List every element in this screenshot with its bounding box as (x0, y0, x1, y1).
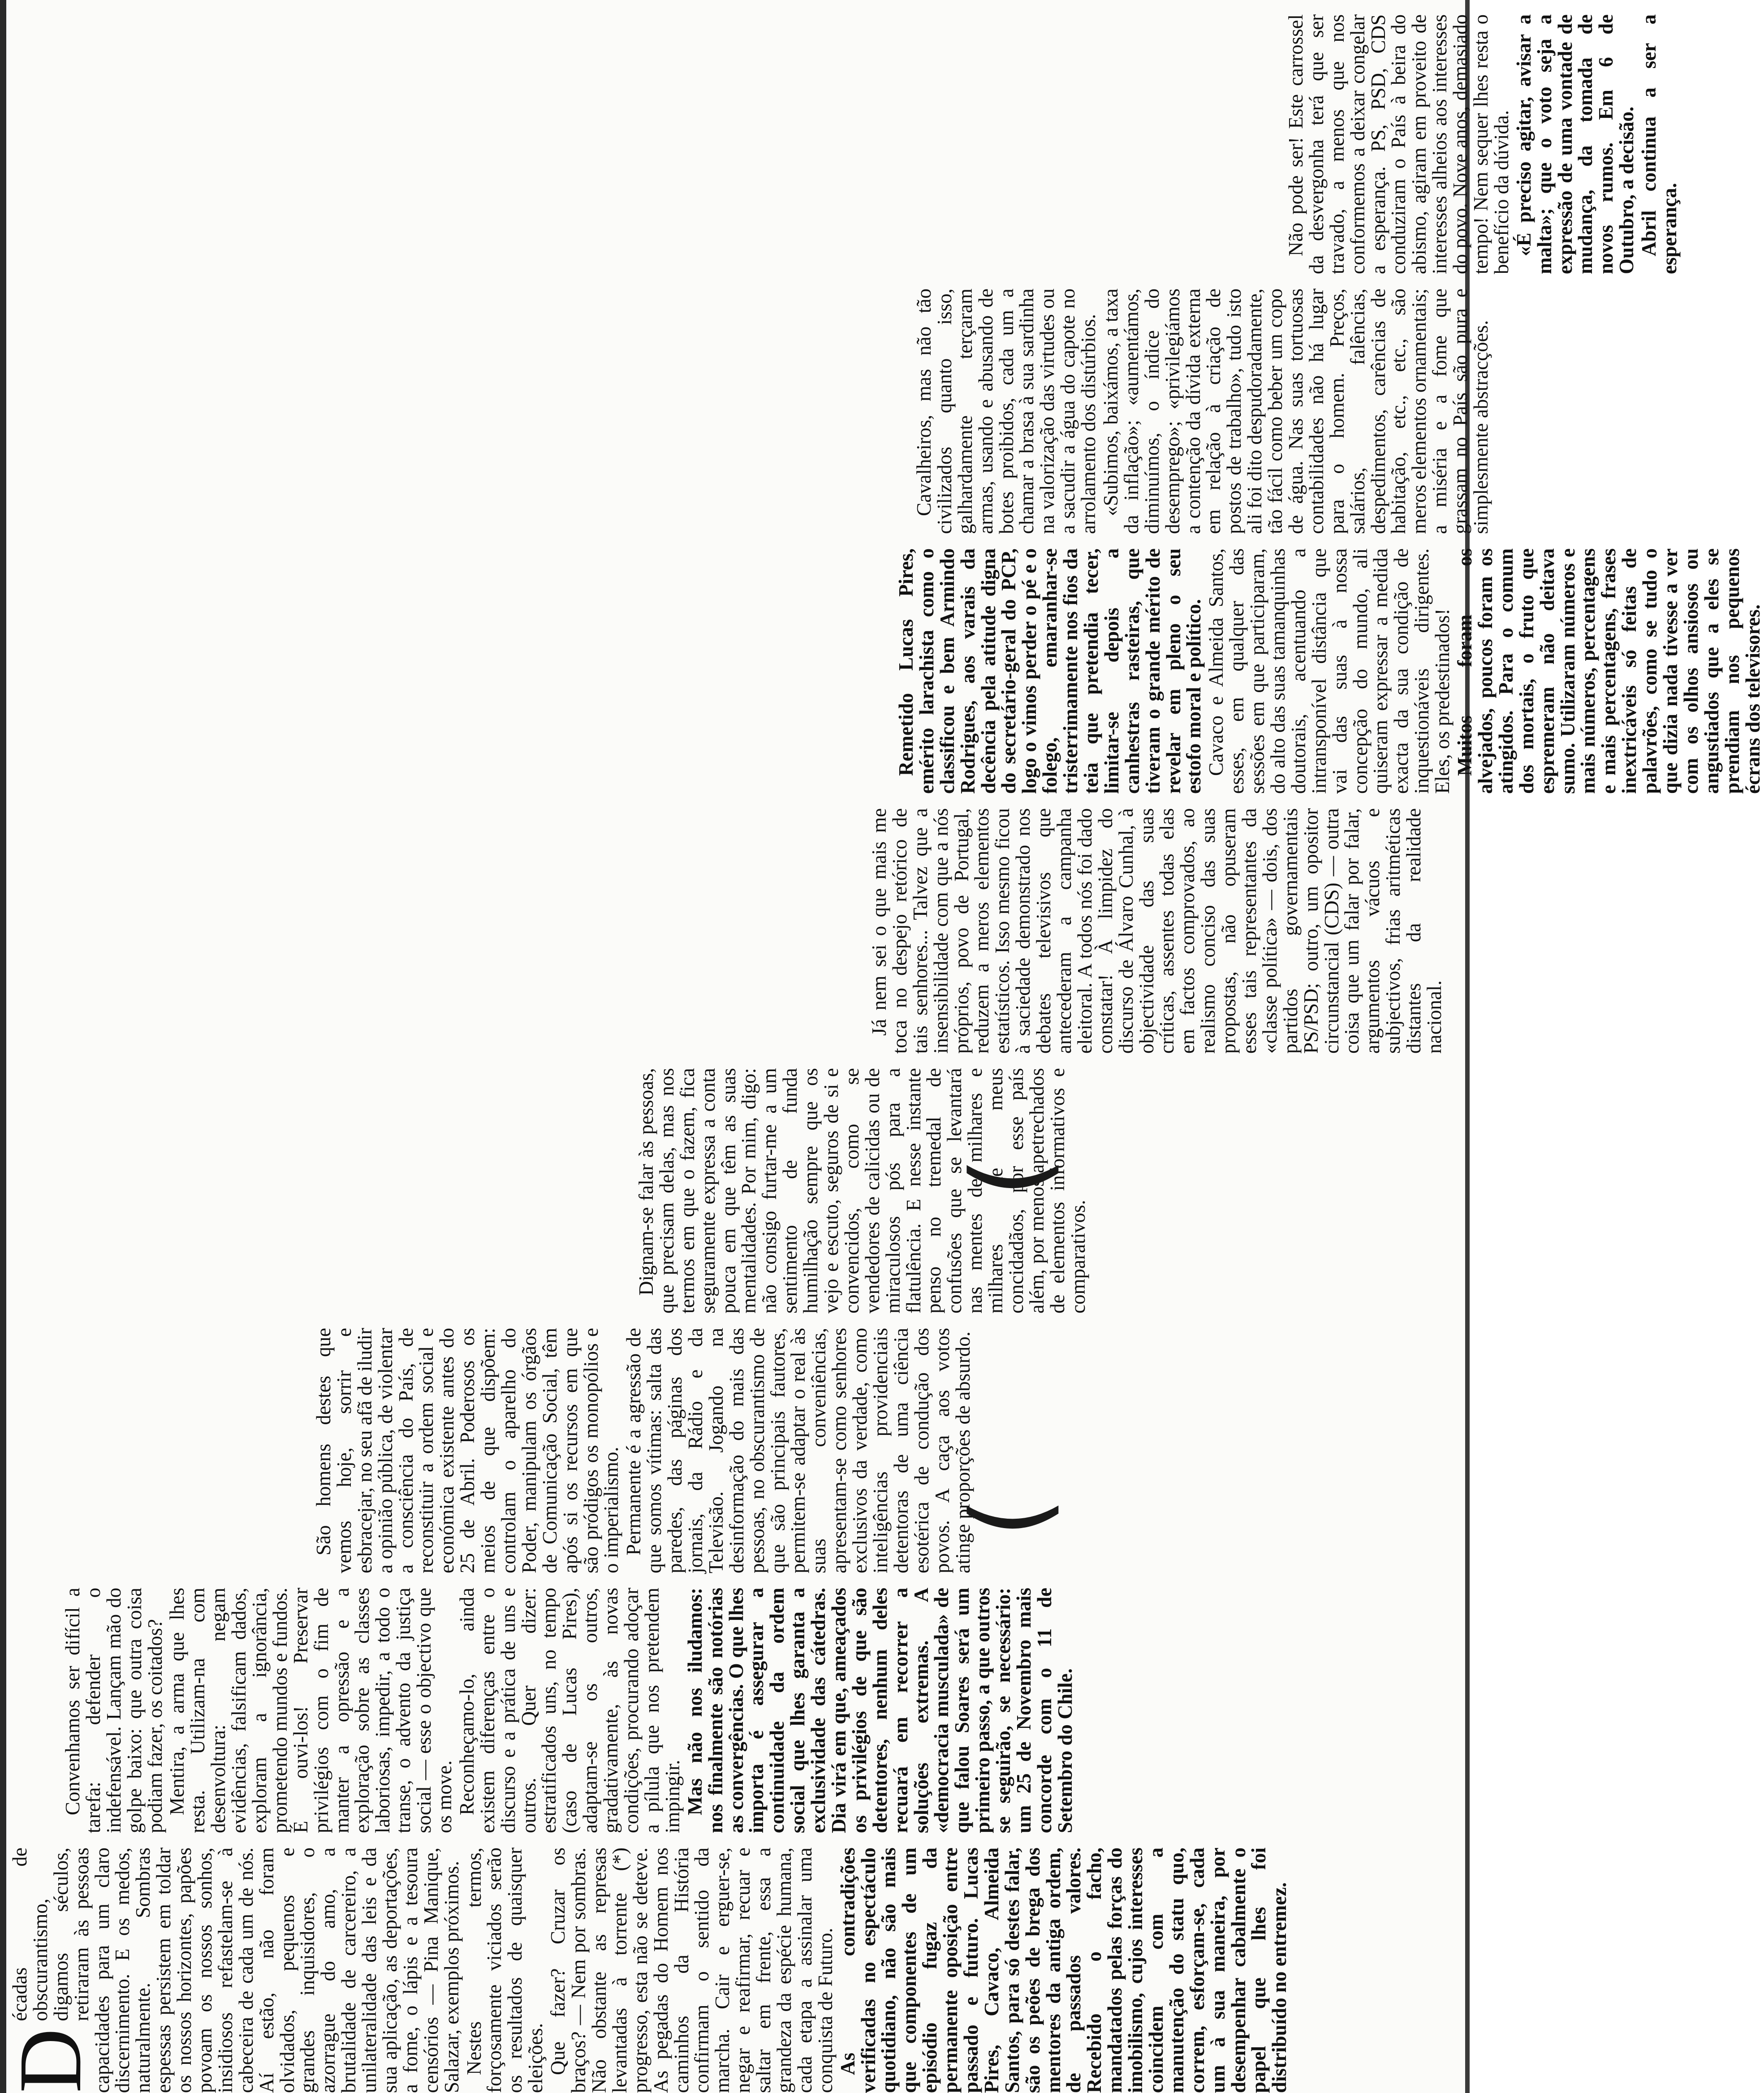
paragraph: Remetido Lucas Pires, emérito larachista como o classificou e bem Armindo Rodrigues, aos varais da decência pela atitude digna do secretário-geral do PCP, logo o vimos perder o pé e o folego, emaranhar-se tristerrimamente nos fios da teia que pretendia tecer, limitar-se depois a canhestras rasteiras, que tiveram o grande mérito de revelar em pleno o seu estofo moral e político. (895, 548, 1205, 794)
paragraph: Cavaco e Almeida Santos, esses, em qualquer das sessões em que participaram, do alto das suas tamanquinhas doutorais, acentuando a intransponível distância que vai das suas à nossa concepção do mundo, ali quiseram expressar a medida exacta da sua condição de inquestionáveis dirigentes. Eles, os predestinados! (1205, 548, 1454, 794)
paragraph: Permanente é a agressão de que somos vítimas: salta das paredes, das páginas dos jornais, da Rádio e da Televisão. Jogando na desinformação do mais das pessoas, no obscurantismo de que são principais fautores, permitem-se adaptar o real às suas conveniências, apresentam-se como senhores exclusivos da verdade, como inteligências providenciais detentoras de uma ciência esotérica de condução dos povos. A caça aos votos atinge proporções de absurdo. (622, 1328, 974, 1573)
paragraph: Dignam-se falar às pessoas, que precisam delas, mas nos termos em que o fazem, fica seguramente expressa a conta pouca em que têm as suas mentalidades. Por mim, digo: não consigo furtar-me a um sentimento de funda humilhação sempre que os vejo e escuto, seguros de si e convencidos, como se vendedores de calicidas ou de miraculosos pós para a flatulência. E nesse instante penso no tremedal de confusões que se levantará nas mentes de milhares e milhares de meus concidadãos, por esse país além, por menos apetrechados de elementos informativos e comparativos. (635, 1068, 1089, 1314)
paragraph: «É preciso agitar, avisar a malta»; que o voto seja a expressão de uma vontade de mudança, da tomada de novos rumos. Em 6 de Outubro, a decisão. (1512, 14, 1638, 274)
column-1 (0, 1848, 1470, 2093)
column-3 (0, 1328, 1470, 1573)
paragraph: São homens destes que vemos hoje, sorrir e esbracejar, no seu afã de iludir a opinião pública, de violentar a consciência do País, de reconstituir a ordem social e económica existente antes do 25 de Abril. Poderosos os meios de que dispõem: controlam o aparelho do Poder, manipulam os órgãos de Comunicação Social, têm após si os recursos em que são pródigos os monopólios e o imperialismo. (312, 1328, 623, 1573)
paragraph: As contradições verificadas no espectáculo quotidiano, não são mais que componentes de um episódio fugaz da permanente oposição entre passado e futuro. Lucas Pires, Cavaco, Almeida Santos, para só destes falar, são os peões de brega dos mentores da antiga ordem, de passados valores. Recebido o facho, mandatados pelas forças do imobilismo, cujos interesses coincidem com a manutenção do statu quo, correm, esforçam-se, cada um à sua maneira, por desempenhar cabalmente o papel que lhes foi distribuído no entremez. (836, 1848, 1291, 2093)
paragraph: Já nem sei o que mais me toca no despejo retórico de tais senhores... Talvez que a insensibilidade com que a nós próprios, povo de Portugal, reduzem a meros elementos estatísticos. Isso mesmo ficou à saciedade demonstrado nos debates televisivos que antecederam a campanha eleitoral. A todos nós foi dado constatar! À limpidez do discurso de Álvaro Cunhal, à objectividade das suas críticas, assentes todas elas em factos comprovados, ao realismo conciso das suas propostas, não opuseram esses tais representantes da «classe política» — dois, dos partidos governamentais PS/PSD; outro, um opositor circunstancial (CDS) — outra coisa que um falar por falar, argumentos vácuos e subjectivos, frias aritméticas distantes da realidade nacional. (868, 808, 1446, 1054)
paragraph: Cavalheiros, mas não tão civilizados quanto isso, galhardamente terçaram armas, usando e abusando de botes proibidos, cada um a chamar a brasa à sua sardinha na valorização das virtudes ou a sacudir a água do capote no arrolamento dos distúrbios. (913, 289, 1100, 534)
paragraph: Mentira, a arma que lhes resta. Utilizam-na com desenvoltura: negam evidências, falsificam dados, exploram a ignorância, prometendo mundos e fundos. É ouvi-los! Preservar privilégios com o fim de manter a opressão e a exploração sobre as classes laboriosas, impedir, a todo o transe, o advento da justiça social — esse o objectivo que os move. (166, 1588, 456, 1833)
column-5 (0, 808, 1470, 1054)
paragraph: Reconheçamo-lo, ainda existem diferenças entre o discurso e a prática de uns e outros. Quer dizer: estratificados uns, no tempo (caso de Lucas Pires), adaptam-se os outros, gradativamente, às novas condições, procurando adoçar a pílula que nos pretendem impingir. (455, 1588, 684, 1833)
paragraph: Que fazer? Cruzar os braços? — Nem por sombras. Não obstante as represas levantadas à torrente (*) progresso, esta não se deteve. As pegadas do Homem nos caminhos da História confirmam o sentido da marcha. Cair e erguer-se, negar e reafirmar, recuar e saltar em frente, essa a grandeza da espécie humana, cada etapa a assinalar uma conquista de Futuro. (547, 1848, 837, 2093)
column-2 (0, 1588, 1470, 1833)
scan-mark: ( (950, 1157, 1070, 1197)
paragraph: Mas não nos iludamos: nos finalmente são notórias as convergências. O que lhes importa é assegurar a continuidade da ordem social que lhes garanta a exclusividade das cátedras. Dia virá em que, ameaçados os privilégios de que são detentores, nenhum deles recuará em recorrer a soluções extremas. A «democracia musculada» de que falou Soares será um primeiro passo, a que outros se seguirão, se necessário: um 25 de Novembro mais concorde com o 11 de Setembro do Chile. (683, 1588, 1076, 1833)
column-7 (0, 289, 1492, 534)
drop-cap: D (1, 2028, 100, 2093)
paragraph: écadas de obscurantismo, digamos séculos, retiraram às pessoas capacidades para um claro discernimento. E os medos, naturalmente. Sombras espessas persistem em toldar os nossos horizontes, papões povoam os nossos sonhos, insidiosos refastelam-se à cabeceira de cada um de nós. Aí estão, não foram olvidados, pequenos e grandes inquisidores, o azorrague do amo, a brutalidade de carcereiro, a unilateralidade das leis e da sua aplicação, as deportações, a fome, o lápis e a tesoura censórios — Pina Manique, Salazar, exemplos próximos. (9, 1848, 463, 2093)
column-6 (0, 548, 1764, 794)
paragraph: «Subimos, baixámos, a taxa da inflação»; «aumentámos, diminuímos, o índice do desemprego»; «privilegiámos a contenção da dívida externa em relação à criação de postos de trabalho», tudo isto ali foi dito despudoradamente, tão fácil como beber um copo de água. Nas suas tortuosas contabilidades não há lugar para o homem. Preços, salários, falências, despedimentos, carências de habitação, etc., etc., são meros elementos ornamentais; a miséria e a fome que grassam no País são pura e simplesmente abstracções. (1100, 289, 1492, 534)
column-8 (0, 14, 1681, 274)
paragraph: Não pode ser! Este carrossel da desvergonha terá que ser travado, a menos que nos conformemos a deixar congelar a esperança. PS, PSD, CDS conduziram o País à beira do abismo, agiram em proveito de interesses alheios aos interesses do povo. Nove anos, demasiado tempo! Nem sequer lhes resta o benefício da dúvida. (1285, 14, 1513, 274)
paragraph: Nestes termos, forçosamente viciados serão os resultados de quaisquer eleições. (462, 1848, 547, 2093)
paragraph: Convenhamos ser difícil a tarefa: defender o indefensável. Lançam mão do golpe baixo: que outra coisa podiam fazer, os coitados? (61, 1588, 166, 1833)
paragraph: Muitos foram os alvejados, poucos foram os atingidos. Para o comum dos mortais, o fruto que espremeram não deitava sumo. Utilizaram números e mais números, percentagens e mais percentagens, frases inextricáveis só feitas de palavrões, como se tudo o que dizia nada tivesse a ver com os olhos ansiosos ou angustiados que a eles se prendiam nos pequenos écrans dos televisores. (1453, 548, 1764, 794)
paragraph: Abril continua a ser a esperança. (1638, 14, 1681, 274)
column-4 (0, 1068, 1470, 1314)
scan-mark: ( (950, 1497, 1070, 1537)
